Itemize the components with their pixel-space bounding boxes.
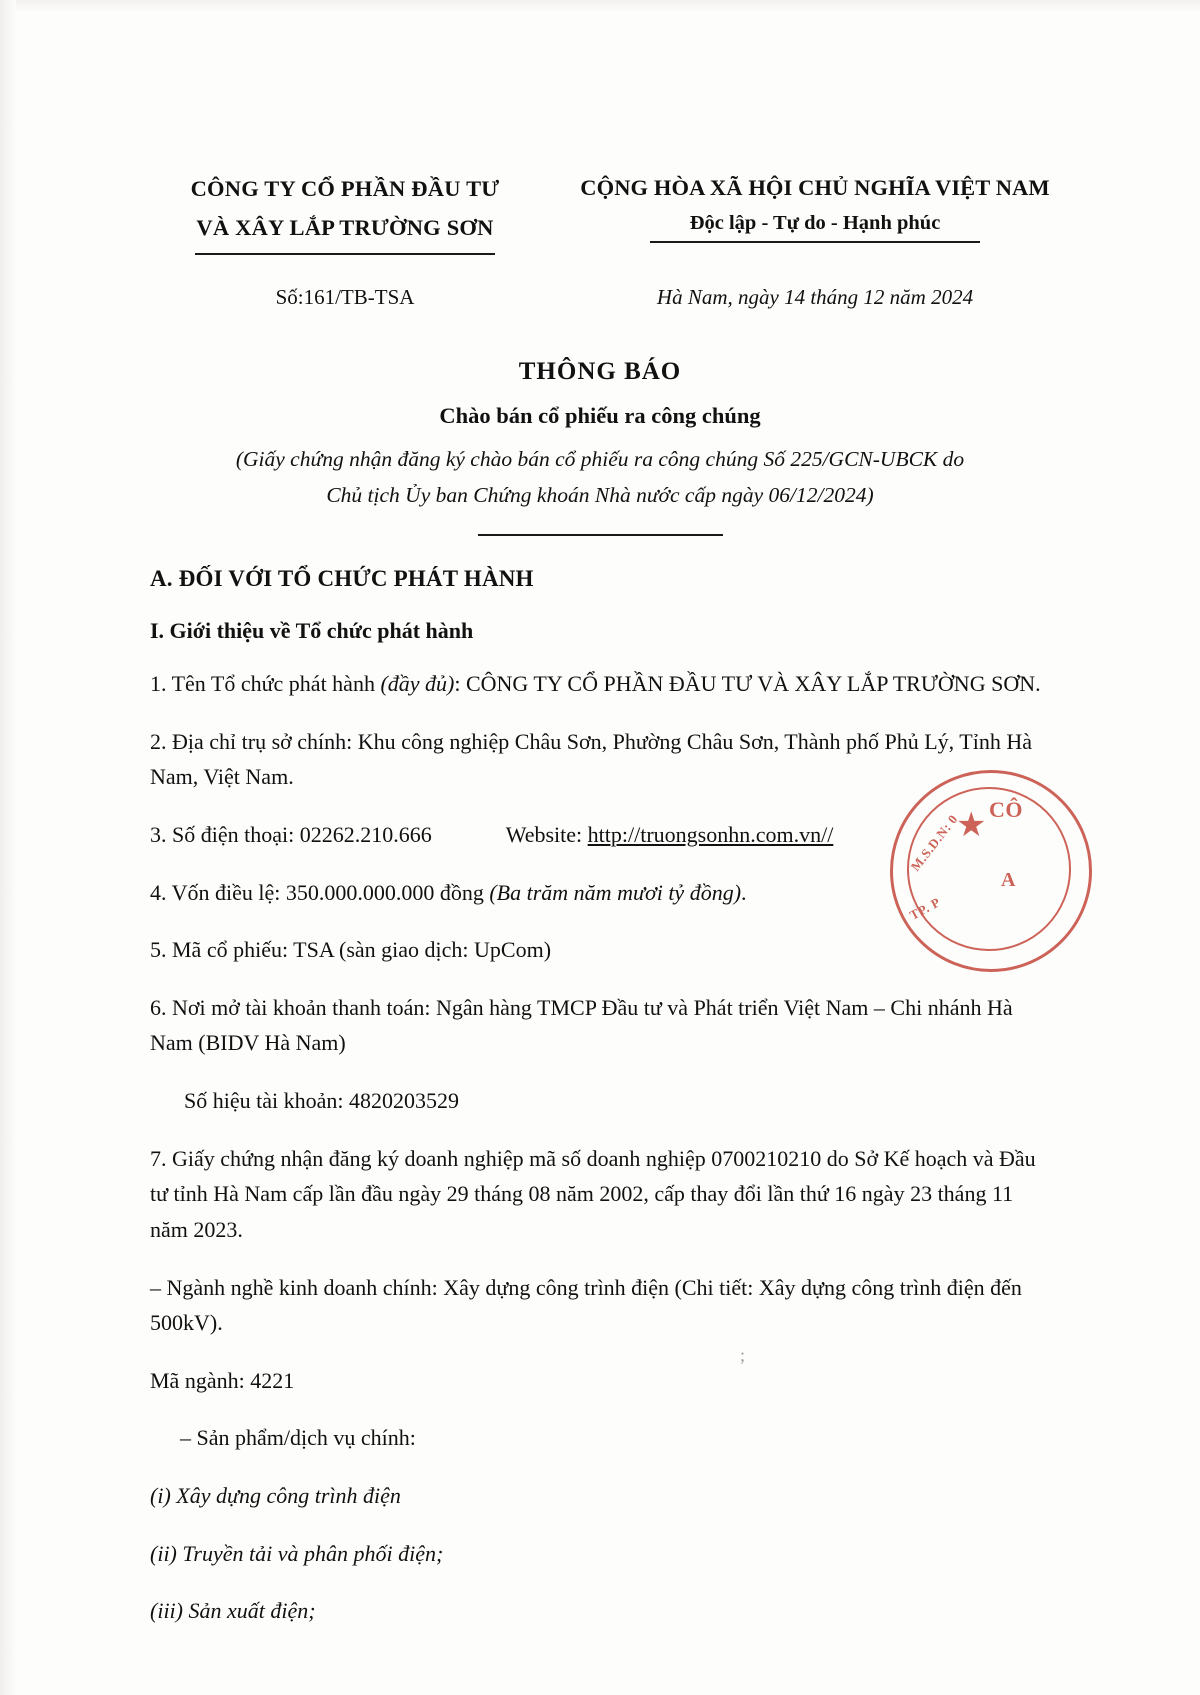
seal-star-icon: ★ bbox=[956, 807, 987, 844]
document-number: Số:161/TB-TSA bbox=[275, 285, 415, 310]
item-6-account-number: Số hiệu tài khoản: 4820203529 bbox=[184, 1088, 459, 1113]
national-title: CỘNG HÒA XÃ HỘI CHỦ NGHĨA VIỆT NAM bbox=[580, 175, 1050, 200]
item-1-suffix: : CÔNG TY CỔ PHẦN ĐẦU TƯ VÀ XÂY LẮP TRƯỜNG SƠN. bbox=[454, 671, 1041, 696]
dash-products: – Sản phẩm/dịch vụ chính: bbox=[180, 1425, 416, 1451]
item-5-stock-code: 5. Mã cổ phiếu: TSA (sàn giao dịch: UpCom) bbox=[150, 937, 552, 963]
title-block bbox=[150, 358, 1050, 536]
national-header-block bbox=[580, 170, 1050, 243]
seal-text-top: M.S.D.N: 0 bbox=[907, 811, 961, 874]
industry-code: Mã ngành: 4221 bbox=[150, 1367, 295, 1393]
section-i-heading: I. Giới thiệu về Tổ chức phát hành bbox=[150, 618, 474, 643]
document-note-line1: (Giấy chứng nhận đăng ký chào bán cổ phiếu ra công chúng Số 225/GCN-UBCK do bbox=[235, 447, 965, 472]
item-1-issuer-name bbox=[150, 666, 1050, 702]
title-divider bbox=[478, 534, 723, 536]
document-content bbox=[150, 170, 1050, 1629]
company-seal-stamp bbox=[890, 770, 1092, 972]
item-1-prefix: 1. Tên Tổ chức phát hành bbox=[150, 671, 381, 696]
document-note-line2: Chủ tịch Ủy ban Chứng khoán Nhà nước cấp ngày 06/12/2024) bbox=[326, 482, 874, 507]
place-and-date: Hà Nam, ngày 14 tháng 12 năm 2024 bbox=[656, 285, 974, 310]
item-4-suffix: . bbox=[741, 879, 747, 905]
dash-main-business: – Ngành nghề kinh doanh chính: Xây dựng công trình điện (Chi tiết: Xây dựng công trình điện đến 500kV). bbox=[150, 1274, 1022, 1336]
national-motto: Độc lập - Tự do - Hạnh phúc bbox=[689, 212, 941, 234]
page-edge-shadow-top bbox=[0, 0, 1200, 12]
document-subtitle: Chào bán cổ phiếu ra công chúng bbox=[439, 403, 761, 429]
seal-text-bottom: TP. P bbox=[907, 894, 943, 923]
product-item-i: (i) Xây dựng công trình điện bbox=[150, 1483, 401, 1508]
item-3-phone: 3. Số điện thoại: 02262.210.666 bbox=[150, 821, 432, 847]
website-link[interactable]: http://truongsonhn.com.vn// bbox=[587, 821, 834, 847]
issuer-underline bbox=[195, 253, 495, 255]
item-3-website-label: Website: bbox=[505, 821, 588, 847]
seal-text-right-2: A bbox=[1001, 869, 1016, 891]
item-7-business-registration: 7. Giấy chứng nhận đăng ký doanh nghiệp mã số doanh nghiệp 0700210210 do Sở Kế hoạch và Đầu tư tỉnh Hà Nam cấp lần đầu ngày 29 tháng 08 năm 2002, cấp thay đổi lần thứ 16 ngày 23 tháng 11 năm 2023. bbox=[150, 1145, 1036, 1242]
document-header bbox=[150, 170, 1050, 255]
issuer-name-line1: CÔNG TY CỔ PHẦN ĐẦU TƯ bbox=[190, 176, 500, 201]
document-title: THÔNG BÁO bbox=[518, 358, 682, 386]
stray-ink-mark: ; bbox=[740, 1345, 746, 1365]
product-item-iii: (iii) Sản xuất điện; bbox=[150, 1598, 316, 1624]
item-6-bank: 6. Nơi mở tài khoản thanh toán: Ngân hàng TMCP Đầu tư và Phát triển Việt Nam – Chi nhánh Hà Nam (BIDV Hà Nam) bbox=[150, 994, 1013, 1056]
item-1-italic: (đầy đủ) bbox=[380, 671, 455, 696]
issuer-header-block bbox=[150, 170, 540, 255]
item-4-prefix: 4. Vốn điều lệ: 350.000.000.000 đồng bbox=[150, 879, 490, 905]
issuer-name-line2: VÀ XÂY LẮP TRƯỜNG SƠN bbox=[196, 214, 494, 240]
item-4-italic: (Ba trăm năm mươi tỷ đồng) bbox=[489, 879, 742, 905]
header-second-row bbox=[150, 285, 1050, 310]
page-edge-shadow-left bbox=[0, 0, 16, 1695]
product-item-ii: (ii) Truyền tải và phân phối điện; bbox=[150, 1540, 444, 1566]
item-2-address: 2. Địa chỉ trụ sở chính: Khu công nghiệp Châu Sơn, Phường Châu Sơn, Thành phố Phủ Lý, Tỉnh Hà Nam, Việt Nam. bbox=[150, 728, 1032, 790]
motto-underline bbox=[650, 241, 980, 243]
section-a-heading: A. ĐỐI VỚI TỔ CHỨC PHÁT HÀNH bbox=[150, 566, 534, 591]
seal-text-right-1: CÔ bbox=[989, 797, 1023, 822]
